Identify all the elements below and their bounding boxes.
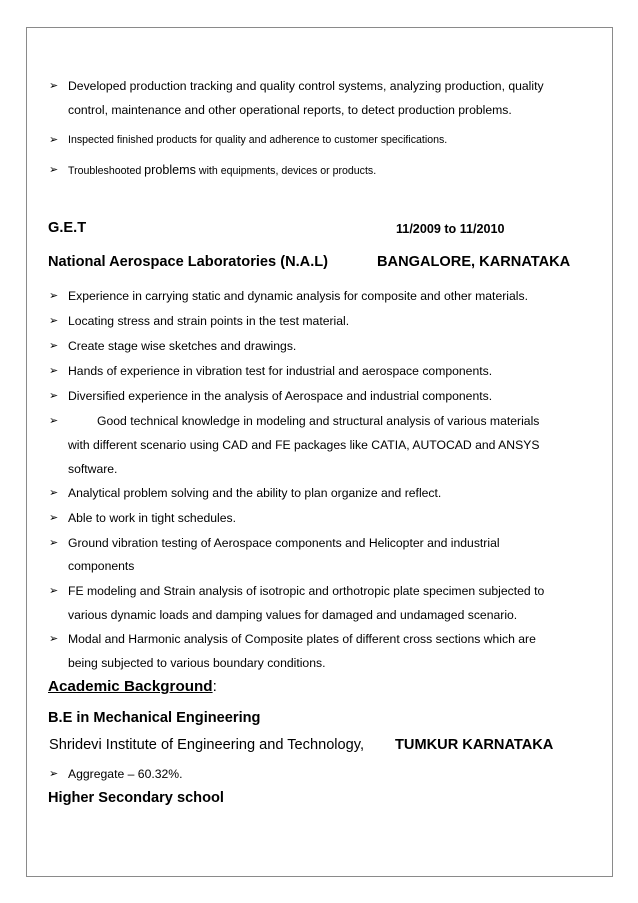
job-title: G.E.T <box>48 220 87 236</box>
bullet-text: Ground vibration testing of Aerospace components and Helicopter and industrial <box>68 536 500 550</box>
bullet-text: Locating stress and strain points in the test material. <box>68 314 350 328</box>
bullet-arrow-icon: ➢ <box>49 134 59 146</box>
bullet-text-cont: components <box>68 559 135 573</box>
bullet-arrow-icon: ➢ <box>49 164 59 176</box>
job-location: BANGALORE, KARNATAKA <box>377 254 571 270</box>
bullet-arrow-icon: ➢ <box>49 415 59 427</box>
bullet-text: Aggregate – 60.32%. <box>68 767 183 781</box>
bullet-emphasis: problems <box>144 163 196 177</box>
bullet-text: Modal and Harmonic analysis of Composite plates of different cross sections which are <box>68 632 536 646</box>
bullet-text: Hands of experience in vibration test for industrial and aerospace components. <box>68 364 493 378</box>
job-organization: National Aerospace Laboratories (N.A.L) <box>48 254 329 270</box>
bullet-text: Analytical problem solving and the ability to plan organize and reflect. <box>68 486 442 500</box>
bullet-text: FE modeling and Strain analysis of isotropic and orthotropic plate specimen subjected to <box>68 584 545 598</box>
institute-name: Shridevi Institute of Engineering and Technology, <box>49 737 365 753</box>
bullet-text: Developed production tracking and quality control systems, analyzing production, quality <box>68 79 544 93</box>
bullet-arrow-icon: ➢ <box>49 768 59 780</box>
institute-location: TUMKUR KARNATAKA <box>395 737 554 753</box>
bullet-arrow-icon: ➢ <box>49 512 59 524</box>
bullet-arrow-icon: ➢ <box>49 315 59 327</box>
bullet-text: Experience in carrying static and dynamic analysis for composite and other materials. <box>68 289 528 303</box>
degree-title: B.E in Mechanical Engineering <box>48 710 261 726</box>
bullet-arrow-icon: ➢ <box>49 390 59 402</box>
bullet-text: Create stage wise sketches and drawings. <box>68 339 297 353</box>
bullet-text: Able to work in tight schedules. <box>68 511 237 525</box>
bullet-text-cont: being subjected to various boundary conditions. <box>68 656 326 670</box>
section-heading: Academic Background: <box>48 678 217 695</box>
bullet-arrow-icon: ➢ <box>49 633 59 645</box>
job-dates: 11/2009 to 11/2010 <box>396 222 505 236</box>
bullet-text: Good technical knowledge in modeling and structural analysis of various materials <box>97 414 540 428</box>
bullet-text-cont: various dynamic loads and damping values for damaged and undamaged scenario. <box>68 608 518 622</box>
bullet-arrow-icon: ➢ <box>49 365 59 377</box>
bullet-arrow-icon: ➢ <box>49 340 59 352</box>
education-heading: Higher Secondary school <box>48 790 224 806</box>
bullet-arrow-icon: ➢ <box>49 537 59 549</box>
bullet-text: Diversified experience in the analysis of Aerospace and industrial components. <box>68 389 493 403</box>
bullet-text-cont: with different scenario using CAD and FE packages like CATIA, AUTOCAD and ANSYS <box>68 438 540 452</box>
bullet-text-cont: control, maintenance and other operational reports, to detect production problems. <box>68 103 512 117</box>
bullet-arrow-icon: ➢ <box>49 585 59 597</box>
bullet-text: Troubleshooted problems with equipments, devices or products. <box>68 163 377 177</box>
bullet-text: Inspected finished products for quality and adherence to customer specifications. <box>68 134 448 146</box>
bullet-arrow-icon: ➢ <box>49 487 59 499</box>
bullet-text-cont: software. <box>68 462 118 476</box>
bullet-arrow-icon: ➢ <box>49 290 59 302</box>
bullet-arrow-icon: ➢ <box>49 80 59 92</box>
